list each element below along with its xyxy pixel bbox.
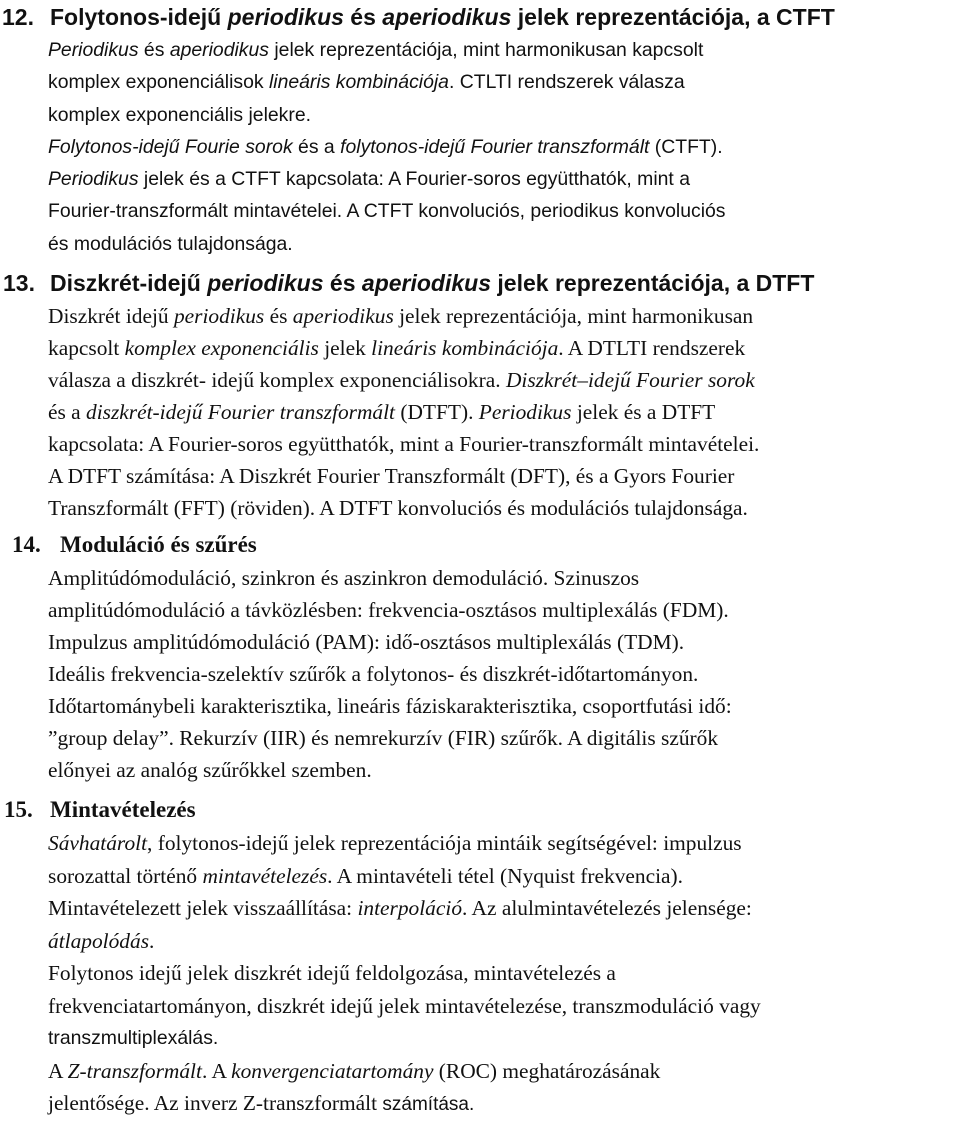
text-line: [48, 1022, 960, 1055]
title-text: Folytonos-idejű: [50, 4, 228, 30]
section-title: Mintavételezés: [50, 797, 196, 822]
title-text-italic: periodikus: [227, 4, 344, 30]
text-italic: Sávhatárolt: [48, 831, 148, 855]
section-title: [50, 0, 835, 34]
text-line: [48, 925, 960, 958]
text: Fourier-transzformált mintavételei. A CTFT konvoluciós, periodikus konvoluciós: [48, 200, 726, 223]
text-line: [48, 332, 960, 364]
text: transzmultiplexálás.: [48, 1027, 219, 1049]
text-italic: folytonos-idejű Fourier transzformált: [340, 135, 650, 158]
text: válasza a diszkrét- idejű komplex exponenciálisokra.: [48, 368, 506, 392]
text: A: [48, 1058, 68, 1083]
section-15: [0, 793, 960, 1120]
text: számítása.: [382, 1094, 475, 1115]
section-12: [0, 0, 960, 260]
text: (DTFT).: [395, 400, 479, 424]
text-italic: lineáris kombinációja: [268, 71, 449, 94]
text-line: Impulzus amplitúdómoduláció (PAM): idő-osztásos multiplexálás (TDM).: [48, 630, 685, 654]
text-italic: Periodikus: [478, 400, 572, 424]
title-text: és: [343, 4, 383, 30]
section-12-heading: [0, 0, 960, 34]
text: jelek reprezentációja, mint harmonikusan: [393, 304, 754, 328]
text-line: [48, 492, 960, 524]
title-text-italic: periodikus: [207, 270, 324, 296]
text-line: [48, 66, 960, 98]
text-italic: Diszkrét–idejű Fourier sorok: [505, 368, 755, 392]
text: komplex exponenciális jelekre.: [48, 103, 311, 126]
text: és a: [48, 400, 87, 424]
title-text: Diszkrét-idejű: [50, 270, 208, 296]
section-13-heading: [0, 266, 960, 300]
text: . A DTLTI rendszerek: [558, 336, 746, 360]
text: Mintavételezett jelek visszaállítása:: [48, 896, 358, 920]
text: jelek reprezentációja, mint harmonikusan kapcsolt: [268, 39, 704, 61]
section-13-body: [48, 300, 960, 524]
text-line: [48, 300, 960, 332]
text: és: [138, 39, 170, 61]
text-italic: aperiodikus: [292, 304, 394, 328]
text: Diszkrét idejű: [48, 304, 174, 328]
text-italic: lineáris kombinációja: [371, 336, 559, 360]
section-number: 12.: [2, 4, 34, 30]
section-number: 15.: [4, 797, 33, 822]
text-line: [48, 364, 960, 396]
title-text-italic: aperiodikus: [382, 4, 512, 30]
text-italic: periodikus: [173, 304, 265, 328]
text: és modulációs tulajdonsága.: [48, 232, 293, 255]
text-line: előnyei az analóg szűrőkkel szemben.: [48, 758, 372, 782]
text-italic: Periodikus: [48, 168, 139, 191]
text: sorozattal történő: [48, 863, 203, 888]
text-line: [48, 827, 960, 860]
text-line: [48, 892, 960, 925]
text-line: [48, 1087, 960, 1120]
text: és a: [292, 135, 341, 158]
text-line: [48, 34, 960, 66]
text-line: [48, 228, 960, 260]
text: jelentősége. Az inverz Z-transzformált: [48, 1091, 383, 1115]
text-line: [48, 860, 960, 893]
section-15-heading: [0, 793, 960, 827]
text-line: [48, 195, 960, 227]
text-italic: átlapolódás: [48, 928, 150, 953]
text: (CTFT).: [649, 135, 723, 158]
text: . A mintavételi tétel (Nyquist frekvencia).: [327, 863, 683, 888]
text: (ROC) meghatározásának: [433, 1058, 661, 1083]
text-line: Ideális frekvencia-szelektív szűrők a folytonos- és diszkrét-időtartományon.: [48, 662, 699, 686]
text: frekvenciatartományon, diszkrét idejű jelek mintavételezése, transzmoduláció vagy: [48, 993, 761, 1018]
text: A DTFT számítása: A Diszkrét Fourier Transzformált (DFT), és a Gyors Fourier: [48, 464, 735, 488]
text-italic: mintavételezés: [202, 863, 328, 888]
text-line: [48, 428, 960, 460]
text: Folytonos idejű jelek diszkrét idejű feldolgozása, mintavételezés a: [48, 961, 616, 985]
text-line: [48, 460, 960, 492]
text-line: [48, 990, 960, 1023]
section-number: 13.: [3, 270, 35, 296]
text: jelek és a CTFT kapcsolata: A Fourier-soros együtthatók, mint a: [138, 168, 690, 191]
text-line: Időtartománybeli karakterisztika, lineáris fáziskarakterisztika, csoportfutási idő:: [48, 694, 732, 718]
text: jelek: [318, 336, 372, 360]
text: , folytonos-idejű jelek reprezentációja mintáik segítségével: impulzus: [147, 831, 742, 855]
text: . Az alulmintavételezés jelensége:: [462, 896, 752, 920]
text: és: [264, 304, 293, 328]
text-italic: Z-transzformált: [67, 1058, 202, 1083]
section-number: 14.: [12, 532, 41, 557]
section-title: Moduláció és szűrés: [60, 532, 257, 557]
section-title: [50, 266, 814, 300]
text-line: [48, 1055, 960, 1088]
text-italic: Folytonos-idejű Fourie sorok: [48, 135, 293, 158]
text-line: [48, 99, 960, 131]
section-15-body: [48, 827, 960, 1120]
section-14-heading: [0, 528, 960, 562]
text: komplex exponenciálisok: [48, 71, 269, 94]
text: . A: [201, 1058, 232, 1083]
text-italic: Periodikus: [48, 39, 139, 61]
title-text-italic: aperiodikus: [361, 270, 492, 296]
text-line: [48, 957, 960, 990]
text-italic: interpoláció: [357, 896, 463, 920]
section-14-body: [48, 562, 960, 786]
text-italic: konvergenciatartomány: [231, 1058, 434, 1083]
text-italic: komplex exponenciális: [124, 336, 319, 360]
text: jelek és a DTFT: [571, 400, 716, 424]
title-text: és: [323, 270, 362, 296]
text-line: [48, 163, 960, 195]
text-italic: aperiodikus: [169, 39, 269, 61]
text: Transzformált (FFT) (röviden). A DTFT konvoluciós és modulációs tulajdonsága.: [48, 496, 748, 520]
text: kapcsolt: [48, 336, 125, 360]
text: .: [149, 928, 155, 953]
text-italic: diszkrét-idejű Fourier transzformált: [86, 400, 395, 424]
title-text: jelek reprezentációja, a DTFT: [491, 270, 815, 296]
section-12-body: [48, 34, 960, 260]
section-14: [0, 528, 960, 786]
text-line: [48, 131, 960, 163]
text-line: Amplitúdómoduláció, szinkron és aszinkron demoduláció. Szinuszos: [48, 566, 640, 590]
text-line: amplitúdómoduláció a távközlésben: frekvencia-osztásos multiplexálás (FDM).: [48, 598, 729, 622]
section-13: [0, 266, 960, 524]
text: . CTLTI rendszerek válasza: [448, 71, 685, 94]
text: kapcsolata: A Fourier-soros együtthatók, mint a Fourier-transzformált mintavételei.: [48, 432, 760, 456]
text-line: [48, 396, 960, 428]
title-text: jelek reprezentációja, a CTFT: [511, 4, 835, 30]
text-line: ”group delay”. Rekurzív (IIR) és nemrekurzív (FIR) szűrők. A digitális szűrők: [48, 726, 719, 750]
